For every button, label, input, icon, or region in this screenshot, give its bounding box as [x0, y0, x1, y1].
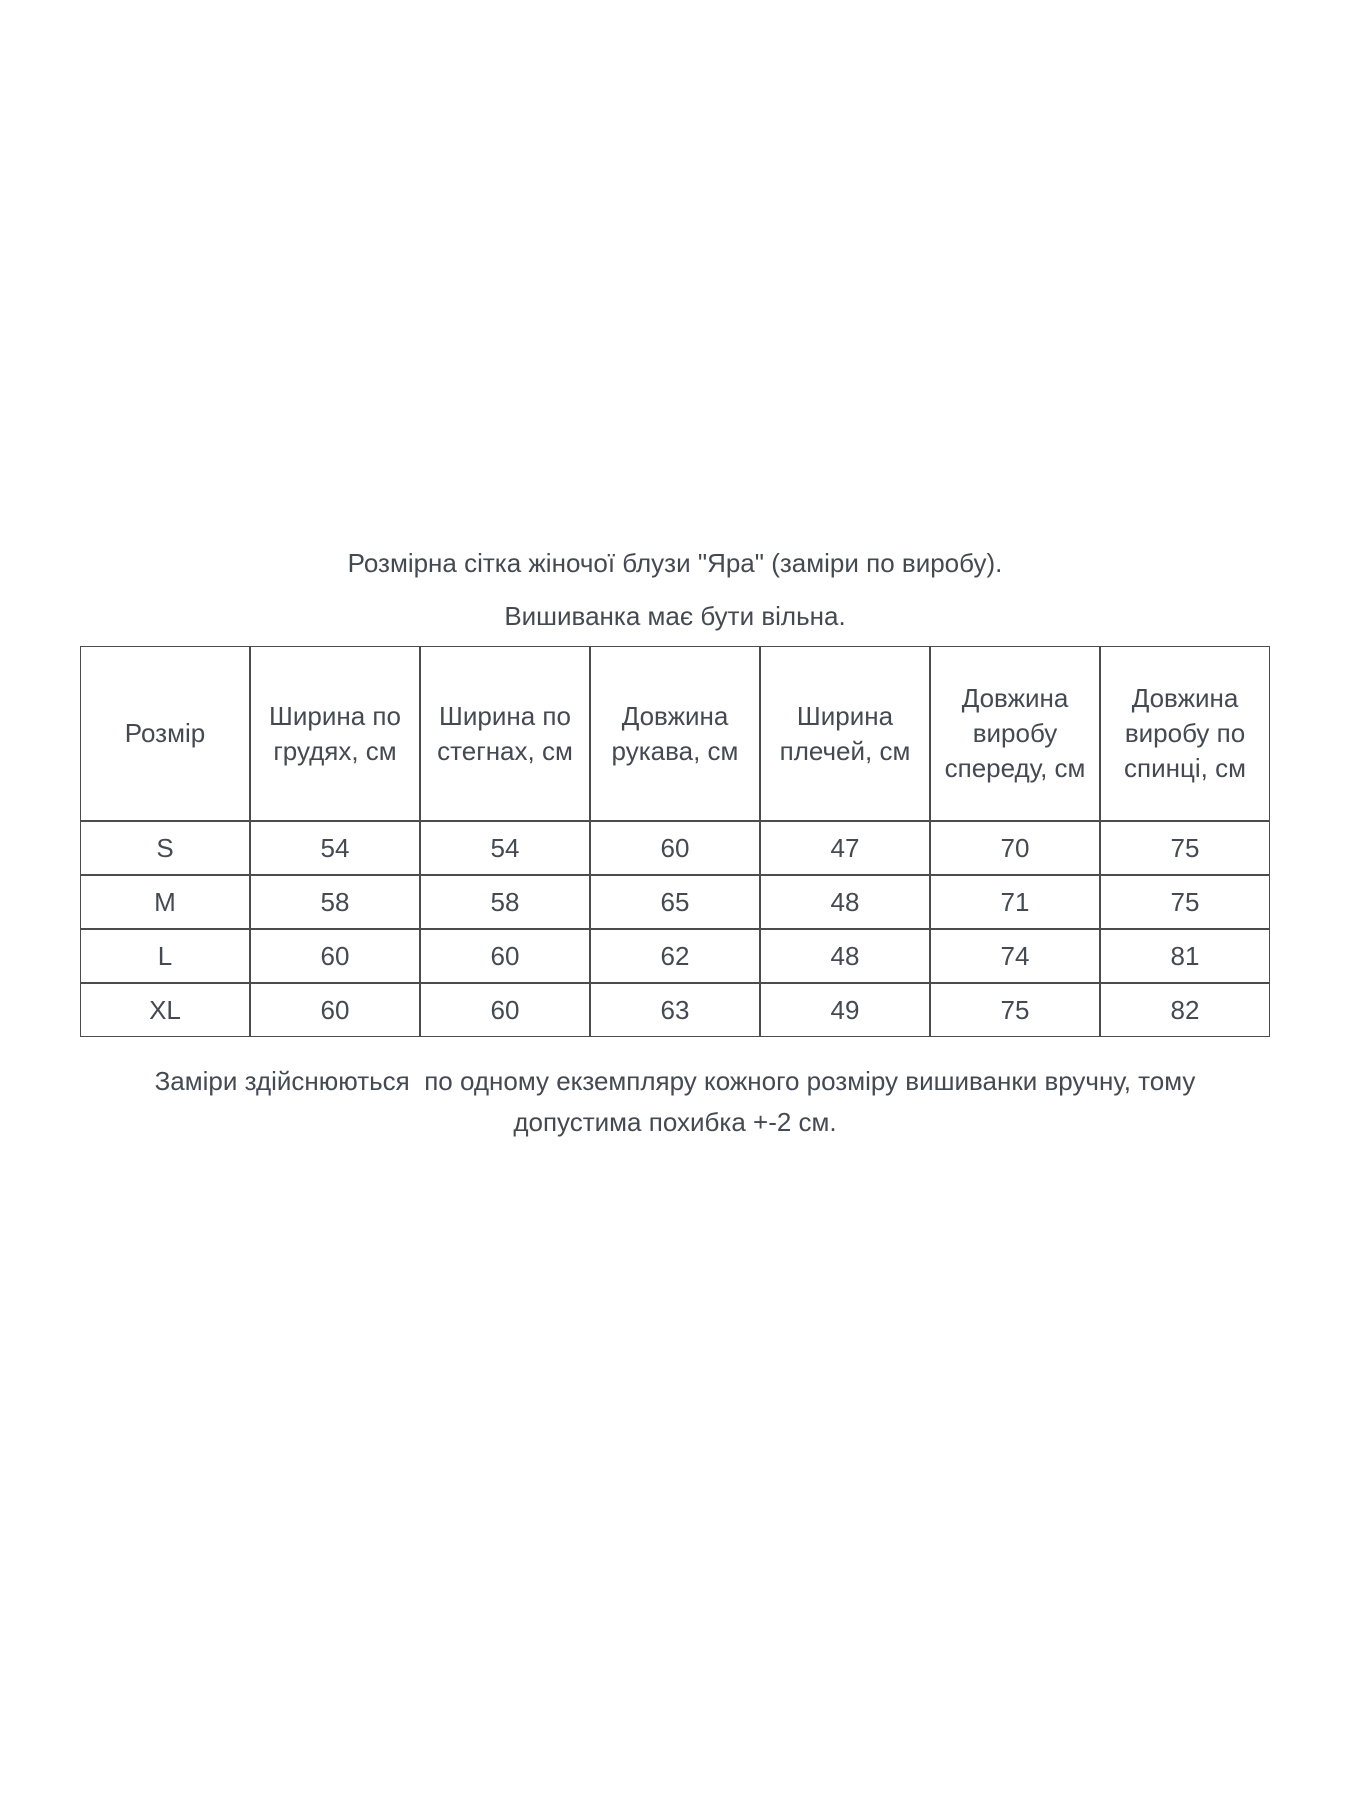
value-cell: 60	[250, 929, 420, 983]
column-header-front-length: Довжина виробу спереду, см	[930, 646, 1100, 821]
value-cell: 54	[420, 821, 590, 875]
table-header-row	[80, 646, 1270, 821]
value-cell: 48	[760, 875, 930, 929]
size-cell: S	[80, 821, 250, 875]
value-cell: 75	[1100, 875, 1270, 929]
value-cell: 60	[420, 929, 590, 983]
measurement-note-line-1: Заміри здійснюються по одному екземпляру кожного розміру вишиванки вручну, тому	[154, 1066, 1196, 1096]
column-header-hip-width: Ширина по стегнах, см	[420, 646, 590, 821]
value-cell: 65	[590, 875, 760, 929]
page-subtitle: Вишиванка має бути вільна.	[504, 601, 846, 631]
column-header-size: Розмір	[80, 646, 250, 821]
value-cell: 82	[1100, 983, 1270, 1037]
value-cell: 63	[590, 983, 760, 1037]
table-row-size-l	[80, 929, 1270, 983]
column-header-shoulder-width: Ширина плечей, см	[760, 646, 930, 821]
value-cell: 71	[930, 875, 1100, 929]
measurement-note-line-2: допустима похибка +-2 см.	[513, 1107, 837, 1137]
value-cell: 75	[1100, 821, 1270, 875]
size-chart-table	[80, 646, 1270, 1037]
size-cell: L	[80, 929, 250, 983]
page-title: Розмірна сітка жіночої блузи "Яра" (заміри по виробу).	[347, 548, 1003, 578]
size-chart-document	[72, 0, 1278, 1143]
value-cell: 60	[250, 983, 420, 1037]
value-cell: 74	[930, 929, 1100, 983]
measurement-note	[72, 1061, 1278, 1143]
value-cell: 81	[1100, 929, 1270, 983]
value-cell: 49	[760, 983, 930, 1037]
table-row-size-s	[80, 821, 1270, 875]
value-cell: 62	[590, 929, 760, 983]
column-header-chest-width: Ширина по грудях, см	[250, 646, 420, 821]
value-cell: 54	[250, 821, 420, 875]
size-cell: XL	[80, 983, 250, 1037]
value-cell: 60	[420, 983, 590, 1037]
column-header-sleeve-length: Довжина рукава, см	[590, 646, 760, 821]
table-row-size-m	[80, 875, 1270, 929]
value-cell: 48	[760, 929, 930, 983]
table-row-size-xl	[80, 983, 1270, 1037]
value-cell: 47	[760, 821, 930, 875]
value-cell: 58	[250, 875, 420, 929]
value-cell: 70	[930, 821, 1100, 875]
value-cell: 75	[930, 983, 1100, 1037]
column-header-back-length: Довжина виробу по спинці, см	[1100, 646, 1270, 821]
value-cell: 60	[590, 821, 760, 875]
size-cell: M	[80, 875, 250, 929]
value-cell: 58	[420, 875, 590, 929]
